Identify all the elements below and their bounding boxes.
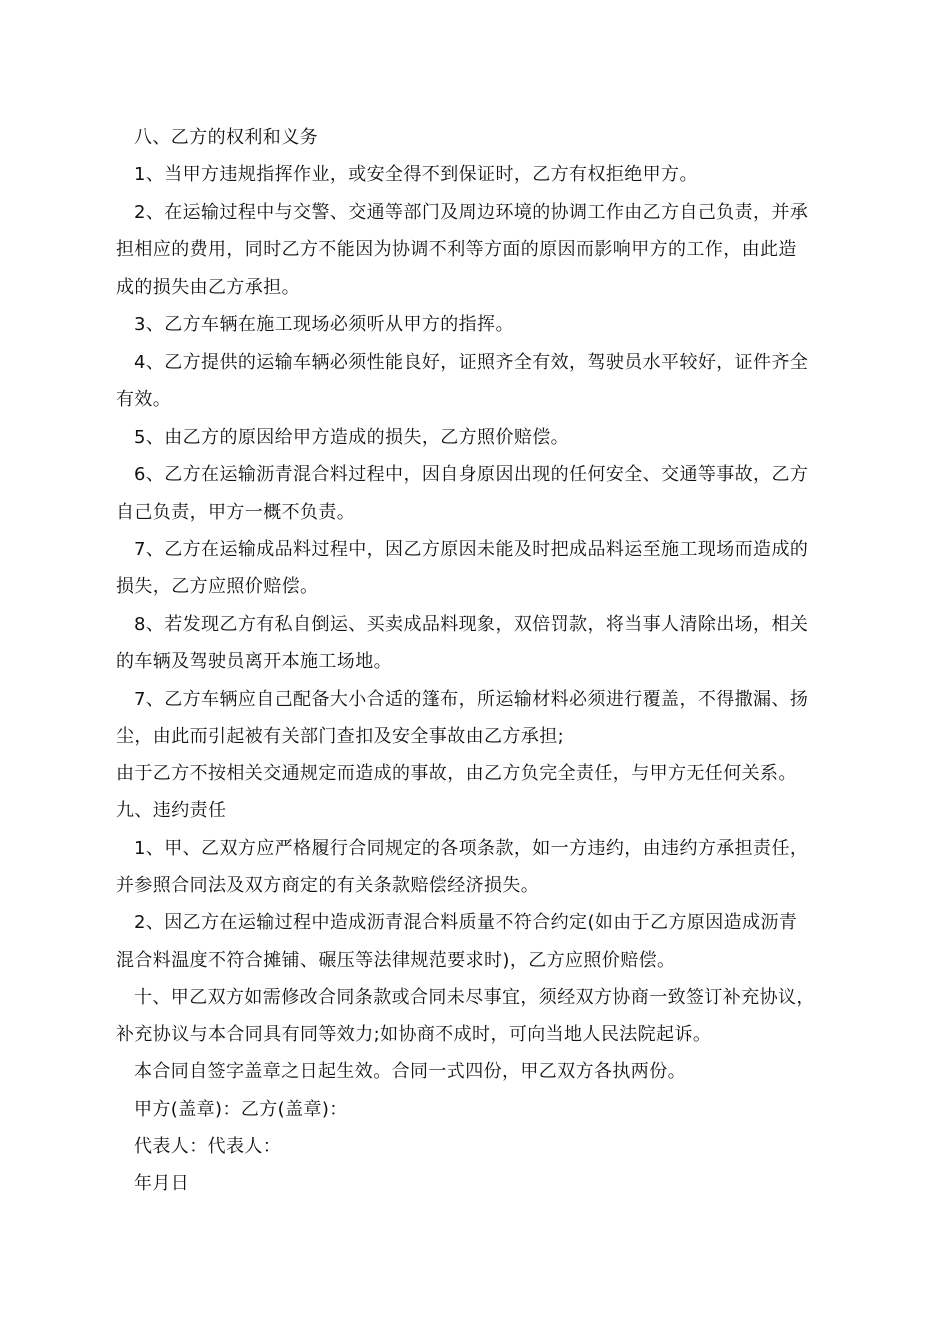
clause-8-4-line-1: 4、乙方提供的运输车辆必须性能良好，证照齐全有效，驾驶员水平较好，证件齐全 [134, 352, 809, 373]
section-10-line-1: 十、甲乙双方如需修改合同条款或合同未尽事宜，须经双方协商一致签订补充协议， [134, 987, 815, 1008]
clause-8-2-line-1: 2、在运输过程中与交警、交通等部门及周边环境的协调工作由乙方自己负责，并承 [134, 202, 809, 223]
clause-8-traffic-note: 由于乙方不按相关交通规定而造成的事故，由乙方负完全责任，与甲方无任何关系。 [116, 763, 797, 784]
clause-9-2-line-1: 2、因乙方在运输过程中造成沥青混合料质量不符合约定(如由于乙方原因造成沥青 [134, 912, 798, 933]
representative-line: 代表人：代表人： [134, 1136, 282, 1157]
clause-8-8-line-1: 8、若发现乙方有私自倒运、买卖成品料现象，双倍罚款，将当事人清除出场，相关 [134, 614, 809, 635]
clause-8-7-line-2: 损失，乙方应照价赔偿。 [116, 576, 319, 597]
signature-seal-line: 甲方(盖章)：乙方(盖章)： [134, 1099, 348, 1120]
clause-8-4-line-2: 有效。 [116, 389, 172, 410]
date-line: 年月日 [134, 1173, 190, 1194]
effectiveness-clause: 本合同自签字盖章之日起生效。合同一式四份，甲乙双方各执两份。 [134, 1061, 686, 1082]
clause-9-2-line-2: 混合料温度不符合摊铺、碾压等法律规范要求时)，乙方应照价赔偿。 [116, 950, 676, 971]
clause-8-9-line-1: 7、乙方车辆应自己配备大小合适的篷布，所运输材料必须进行覆盖，不得撒漏、扬 [134, 689, 809, 710]
clause-8-6-line-1: 6、乙方在运输沥青混合料过程中，因自身原因出现的任何安全、交通等事故，乙方 [134, 464, 809, 485]
clause-8-2-line-2: 担相应的费用，同时乙方不能因为协调不利等方面的原因而影响甲方的工作，由此造 [116, 239, 797, 260]
clause-8-7-line-1: 7、乙方在运输成品料过程中，因乙方原因未能及时把成品料运至施工现场而造成的 [134, 539, 809, 560]
clause-8-8-line-2: 的车辆及驾驶员离开本施工场地。 [116, 651, 392, 672]
clause-8-3: 3、乙方车辆在施工现场必须听从甲方的指挥。 [134, 314, 514, 335]
section-heading-8: 八、乙方的权利和义务 [134, 127, 318, 148]
clause-9-1-line-1: 1、甲、乙双方应严格履行合同规定的各项条款，如一方违约，由违约方承担责任， [134, 838, 809, 859]
clause-8-6-line-2: 自己负责，甲方一概不负责。 [116, 502, 356, 523]
clause-8-5: 5、由乙方的原因给甲方造成的损失，乙方照价赔偿。 [134, 427, 570, 448]
clause-8-2-line-3: 成的损失由乙方承担。 [116, 277, 300, 298]
clause-8-9-line-2: 尘，由此而引起被有关部门查扣及安全事故由乙方承担; [116, 726, 565, 747]
clause-9-1-line-2: 并参照合同法及双方商定的有关条款赔偿经济损失。 [116, 875, 540, 896]
section-10-line-2: 补充协议与本合同具有同等效力;如协商不成时，可向当地人民法院起诉。 [116, 1024, 712, 1045]
section-heading-9: 九、违约责任 [116, 800, 227, 821]
clause-8-1: 1、当甲方违规指挥作业，或安全得不到保证时，乙方有权拒绝甲方。 [134, 164, 698, 185]
